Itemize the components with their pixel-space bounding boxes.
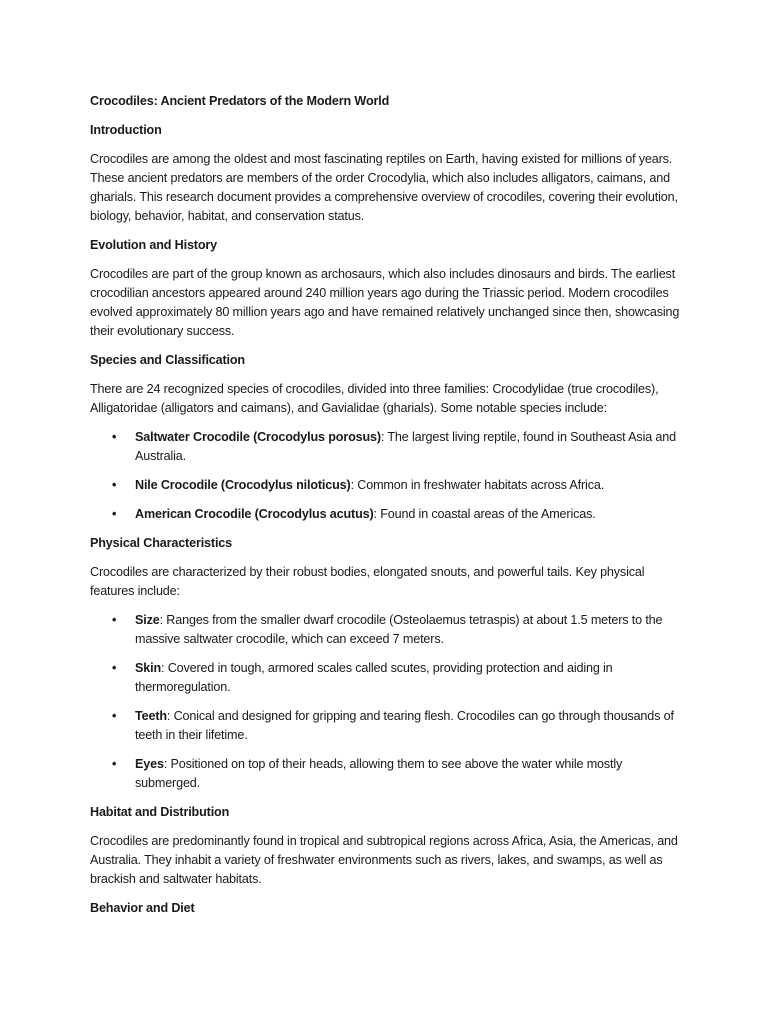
list-item [90, 476, 680, 495]
section-paragraph: Crocodiles are predominantly found in tropical and subtropical regions across Africa, Asia, the Americas, and Australia. They inhabit a variety of freshwater environments such as rivers, lakes, and swamps, as well as brackish and saltwater habitats. [90, 834, 678, 886]
section-heading-species: Species and Classification [90, 353, 245, 367]
section-paragraph: Crocodiles are part of the group known as archosaurs, which also includes dinosaurs and birds. The earliest crocodilian ancestors appeared around 240 million years ago during the Triassic period. Modern crocodiles evolved approximately 80 million years ago and have remained relatively unchanged since then, showcasing their evolutionary success. [90, 267, 680, 338]
bullet-icon: • [112, 507, 117, 521]
bullet-icon: • [112, 709, 117, 723]
list-item-term: Nile Crocodile (Crocodylus niloticus) [135, 478, 351, 492]
list-item-term: Skin [135, 661, 161, 675]
list-item [90, 707, 680, 745]
section-heading-habitat: Habitat and Distribution [90, 805, 230, 819]
bullet-icon: • [112, 430, 117, 444]
list-item-term: Saltwater Crocodile (Crocodylus porosus) [135, 430, 381, 444]
section-heading-evolution: Evolution and History [90, 238, 217, 252]
list-item-term: Teeth [135, 709, 167, 723]
list-item-text: : Covered in tough, armored scales called scutes, providing protection and aiding in thermoregulation. [135, 661, 613, 694]
document-content [90, 92, 680, 928]
bullet-icon: • [112, 613, 117, 627]
list-item [90, 428, 680, 466]
list-item [90, 611, 680, 649]
section-paragraph: Crocodiles are characterized by their robust bodies, elongated snouts, and powerful tails. Key physical features include: [90, 565, 645, 598]
section-heading-physical: Physical Characteristics [90, 536, 233, 550]
list-item-text: : Common in freshwater habitats across Africa. [350, 478, 605, 492]
list-item-text: : Found in coastal areas of the Americas. [373, 507, 596, 521]
species-list [90, 428, 680, 524]
list-item-text: : Ranges from the smaller dwarf crocodile (Osteolaemus tetraspis) at about 1.5 meters to the massive saltwater crocodile, which can exceed 7 meters. [135, 613, 663, 646]
list-item [90, 505, 680, 524]
bullet-icon: • [112, 661, 117, 675]
list-item-text: : The largest living reptile, found in Southeast Asia and Australia. [135, 430, 676, 463]
list-item [90, 659, 680, 697]
list-item-term: Eyes [135, 757, 164, 771]
list-item-text: : Conical and designed for gripping and tearing flesh. Crocodiles can go through thousands of teeth in their lifetime. [135, 709, 674, 742]
bullet-icon: • [112, 757, 117, 771]
bullet-icon: • [112, 478, 117, 492]
section-heading-behavior: Behavior and Diet [90, 901, 195, 915]
list-item-term: American Crocodile (Crocodylus acutus) [135, 507, 374, 521]
section-paragraph: There are 24 recognized species of crocodiles, divided into three families: Crocodylidae (true crocodiles), Alligatoridae (alligators and caimans), and Gavialidae (gharials). Some notable species include: [90, 382, 659, 415]
features-list [90, 611, 680, 793]
list-item-term: Size [135, 613, 160, 627]
document-title: Crocodiles: Ancient Predators of the Modern World [90, 94, 390, 108]
list-item [90, 755, 680, 793]
section-paragraph: Crocodiles are among the oldest and most fascinating reptiles on Earth, having existed for millions of years. These ancient predators are members of the order Crocodylia, which also includes alligators, caimans, and gharials. This research document provides a comprehensive overview of crocodiles, covering their evolution, biology, behavior, habitat, and conservation status. [90, 152, 678, 223]
section-heading-introduction: Introduction [90, 123, 162, 137]
list-item-text: : Positioned on top of their heads, allowing them to see above the water while mostly submerged. [135, 757, 623, 790]
